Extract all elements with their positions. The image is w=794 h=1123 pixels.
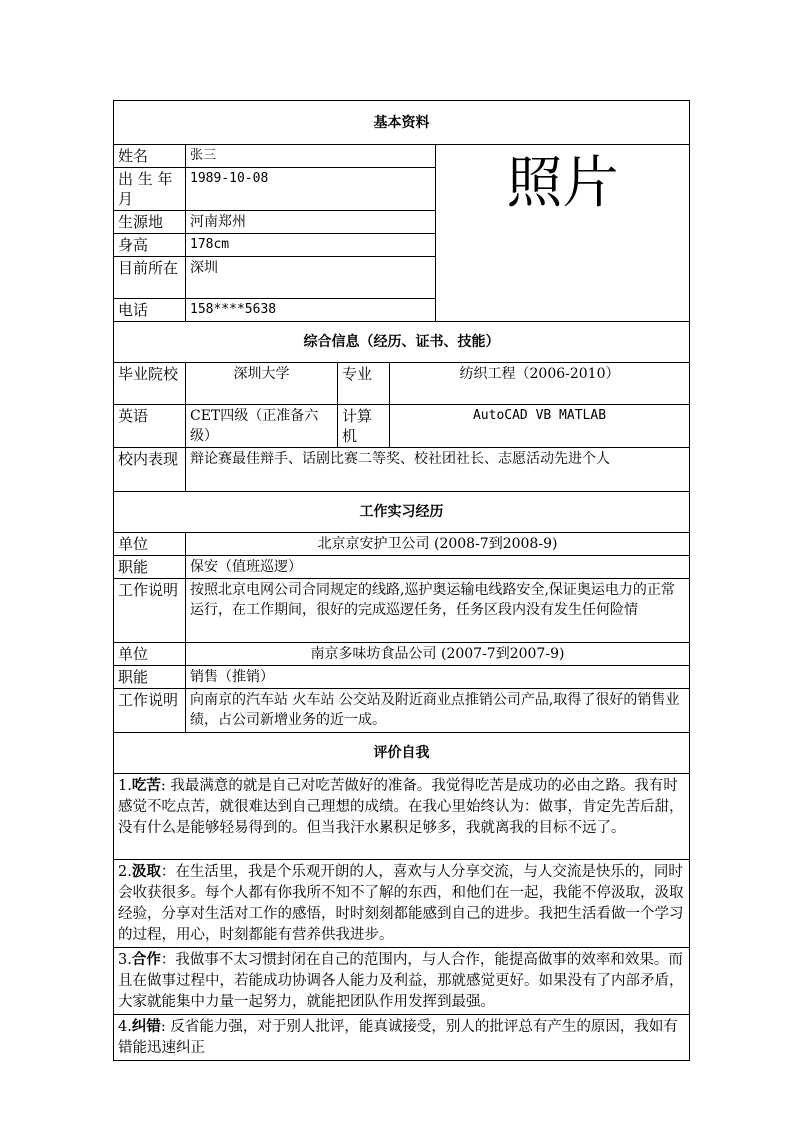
job1-desc-label: 工作说明 — [114, 579, 186, 643]
section-title-self: 评价自我 — [114, 733, 690, 774]
self-item-1-text: : 我最满意的就是自己对吃苦做好的准备。我觉得吃苦是成功的必由之路。我有时感觉不吃点苦，就很难达到自己理想的成绩。在我心里始终认为：做事，肯定先苦后甜，没有什么是能够轻易得到的。但当我汗水累积足够多，我就离我的目标不远了。 — [118, 778, 684, 836]
self-item-4 — [114, 1015, 690, 1061]
location-label: 目前所在 — [114, 257, 186, 299]
self-item-4-keyword: 纠错 — [131, 1018, 161, 1035]
self-item-2-text: ：在生活里，我是个乐观开朗的人，喜欢与人分享交流，与人交流是快乐的，同时会收获很多。每个人都有你我所不知不了解的东西，和他们在一起，我能不停汲取，汲取经验，分享对生活对工作的感悟，时时刻刻都能感到自己的进步。我把生活看做一个学习的过程，用心，时刻都能有营养供我进步。 — [118, 864, 684, 943]
self-item-4-text: : 反省能力强，对于别人批评，能真诚接受，别人的批评总有产生的原因，我如有错能迅速纠正 — [118, 1019, 678, 1056]
birth-value: 1989-10-08 — [186, 168, 436, 211]
self-item-1 — [114, 774, 690, 860]
resume-table — [113, 100, 690, 1061]
phone-value: 158****5638 — [186, 299, 436, 322]
location-value: 深圳 — [186, 257, 436, 299]
english-label: 英语 — [114, 405, 186, 448]
computer-label: 计算机 — [338, 405, 390, 448]
name-label: 姓名 — [114, 145, 186, 168]
name-value: 张三 — [186, 145, 436, 168]
self-item-3-text: ：我做事不太习惯封闭在自己的范围内，与人合作，能提高做事的效率和效果。而且在做事过程中，若能成功协调各人能力及利益，那就感觉更好。如果没有了内部矛盾，大家就能集中力量一起努力，就能把团队作用发挥到最强。 — [118, 952, 684, 1010]
school-value: 深圳大学 — [186, 363, 338, 405]
self-item-2-prefix: 2. — [118, 864, 132, 880]
self-item-3-keyword: 合作 — [131, 951, 161, 968]
english-value: CET四级（正准备六级） — [186, 405, 338, 448]
job2-desc-value: 向南京的汽车站 火车站 公交站及附近商业点推销公司产品,取得了很好的销售业绩，占公司新增业务的近一成。 — [186, 689, 690, 733]
birth-label: 出 生 年月 — [114, 168, 186, 211]
photo-placeholder: 照片 — [436, 145, 690, 322]
job1-unit-label: 单位 — [114, 533, 186, 556]
origin-value: 河南郑州 — [186, 211, 436, 234]
self-item-1-prefix: 1. — [118, 778, 132, 794]
job2-unit-value: 南京多味坊食品公司 (2007-7到2007-9) — [186, 643, 690, 666]
section-title-basic: 基本资料 — [114, 101, 690, 145]
self-item-3 — [114, 948, 690, 1015]
section-title-info: 综合信息（经历、证书、技能） — [114, 322, 690, 363]
campus-value: 辩论赛最佳辩手、话剧比赛二等奖、校社团社长、志愿活动先进个人 — [186, 448, 690, 492]
job1-role-label: 职能 — [114, 556, 186, 579]
job2-unit-label: 单位 — [114, 643, 186, 666]
job2-role-label: 职能 — [114, 666, 186, 689]
job1-desc-value: 按照北京电网公司合同规定的线路,巡护奥运输电线路安全,保证奥运电力的正常运行，在工作期间，很好的完成巡逻任务，任务区段内没有发生任何险情 — [186, 579, 690, 643]
self-item-1-keyword: 吃苦 — [131, 777, 161, 794]
job1-unit-value: 北京京安护卫公司 (2008-7到2008-9) — [186, 533, 690, 556]
major-value: 纺织工程（2006-2010） — [390, 363, 690, 405]
phone-label: 电话 — [114, 299, 186, 322]
job1-role-value: 保安（值班巡逻） — [186, 556, 690, 579]
section-title-work: 工作实习经历 — [114, 492, 690, 533]
campus-label: 校内表现 — [114, 448, 186, 492]
self-item-2-keyword: 汲取 — [131, 863, 161, 880]
job2-desc-label: 工作说明 — [114, 689, 186, 733]
height-label: 身高 — [114, 234, 186, 257]
height-value: 178cm — [186, 234, 436, 257]
computer-value: AutoCAD VB MATLAB — [390, 405, 690, 448]
self-item-3-prefix: 3. — [118, 952, 132, 968]
self-item-4-prefix: 4. — [118, 1019, 132, 1035]
school-label: 毕业院校 — [114, 363, 186, 405]
major-label: 专业 — [338, 363, 390, 405]
job2-role-value: 销售（推销） — [186, 666, 690, 689]
origin-label: 生源地 — [114, 211, 186, 234]
self-item-2 — [114, 860, 690, 948]
